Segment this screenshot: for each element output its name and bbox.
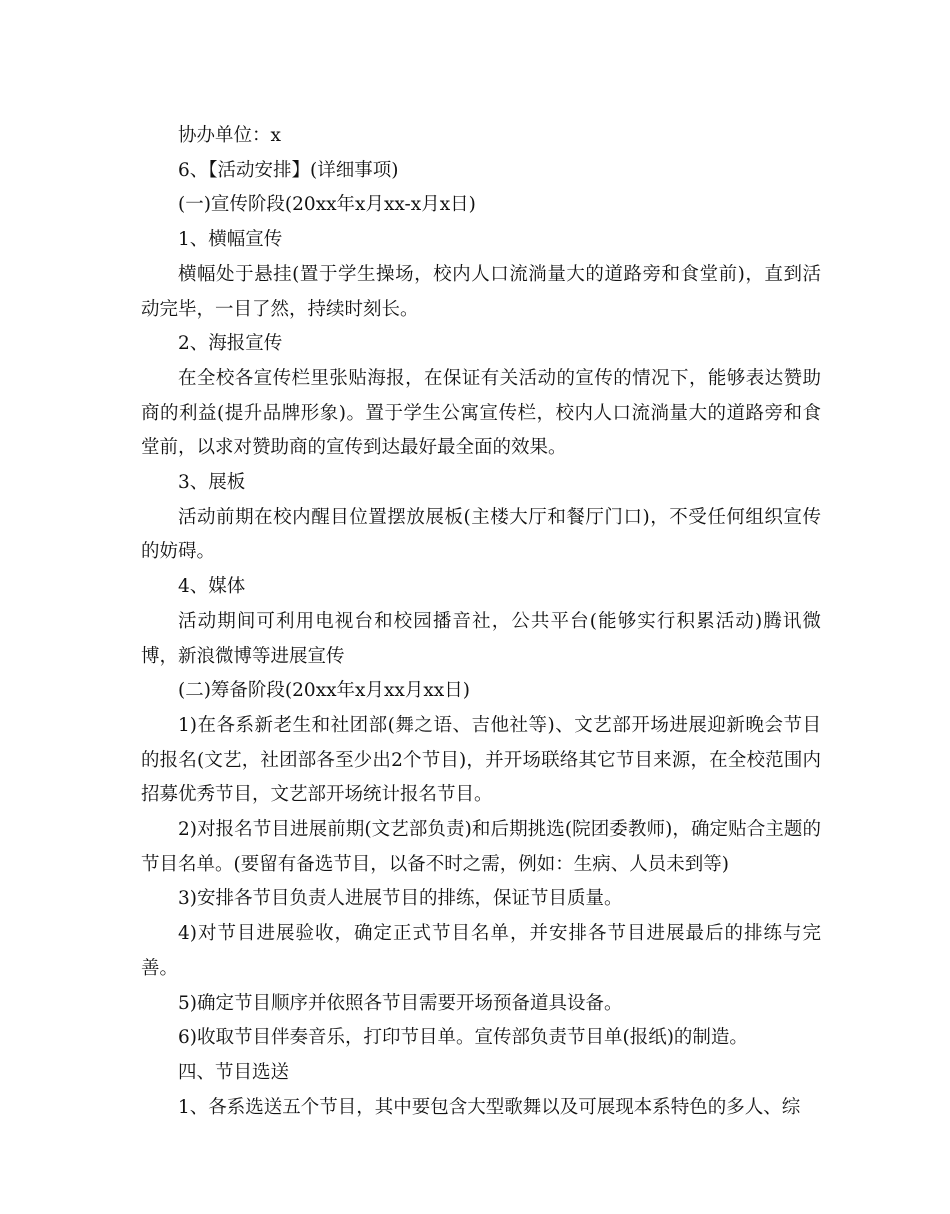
paragraph-preparation-step-6: 6)收取节目伴奏音乐，打印节目单。宣传部负责节目单(报纸)的制造。 bbox=[178, 1027, 748, 1049]
paragraph-preparation-step-3: 3)安排各节目负责人进展节目的排练，保证节目质量。 bbox=[178, 888, 623, 910]
heading-display-board: 3、展板 bbox=[178, 472, 246, 494]
paragraph-preparation-step-1: 1)在各系新老生和社团部(舞之语、吉他社等)、文艺部开场进展迎新晚会节目的报名(文艺，社团部各至少出2个节目)，并开场联络其它节目来源，在全校范围内招募优秀节目，文艺部开场统计报名节目。 bbox=[141, 714, 821, 806]
heading-promotion-phase: (一)宣传阶段(20xx年x月xx-x月x日) bbox=[178, 194, 476, 216]
document-body bbox=[141, 119, 821, 1125]
heading-program-selection: 四、节目选送 bbox=[178, 1061, 290, 1083]
paragraph-preparation-step-2: 2)对报名节目进展前期(文艺部负责)和后期挑选(院团委教师)，确定贴合主题的节目名单。(要留有备选节目，以备不时之需，例如：生病、人员未到等) bbox=[141, 819, 821, 875]
heading-media: 4、媒体 bbox=[178, 576, 246, 598]
heading-activity-schedule: 6、【活动安排】(详细事项) bbox=[178, 159, 399, 181]
paragraph-preparation-step-4: 4)对节目进展验收，确定正式节目名单，并安排各节目进展最后的排练与完善。 bbox=[141, 923, 821, 979]
paragraph-co-organizer: 协办单位：x bbox=[178, 125, 281, 146]
heading-preparation-phase: (二)筹备阶段(20xx年x月xx月xx日) bbox=[178, 680, 470, 702]
paragraph-preparation-step-5: 5)确定节目顺序并依照各节目需要开场预备道具设备。 bbox=[178, 992, 623, 1014]
heading-banner-promotion: 1、横幅宣传 bbox=[178, 229, 283, 251]
paragraph-media: 活动期间可利用电视台和校园播音社，公共平台(能够实行积累活动)腾讯微博，新浪微博等进展宣传 bbox=[141, 610, 821, 667]
paragraph-program-selection-1: 1、各系选送五个节目，其中要包含大型歌舞以及可展现本系特色的多人、综 bbox=[178, 1096, 801, 1118]
paragraph-poster-promotion: 在全校各宣传栏里张贴海报，在保证有关活动的宣传的情况下，能够表达赞助商的利益(提升品牌形象)。置于学生公寓宣传栏，校内人口流淌量大的道路旁和食堂前，以求对赞助商的宣传到达最好最全面的效果。 bbox=[141, 367, 821, 459]
paragraph-display-board: 活动前期在校内醒目位置摆放展板(主楼大厅和餐厅门口)，不受任何组织宣传的妨碍。 bbox=[141, 506, 821, 563]
heading-poster-promotion: 2、海报宣传 bbox=[178, 333, 283, 355]
paragraph-banner-promotion: 横幅处于悬挂(置于学生操场，校内人口流淌量大的道路旁和食堂前)，直到活动完毕，一目了然，持续时刻长。 bbox=[141, 263, 821, 320]
